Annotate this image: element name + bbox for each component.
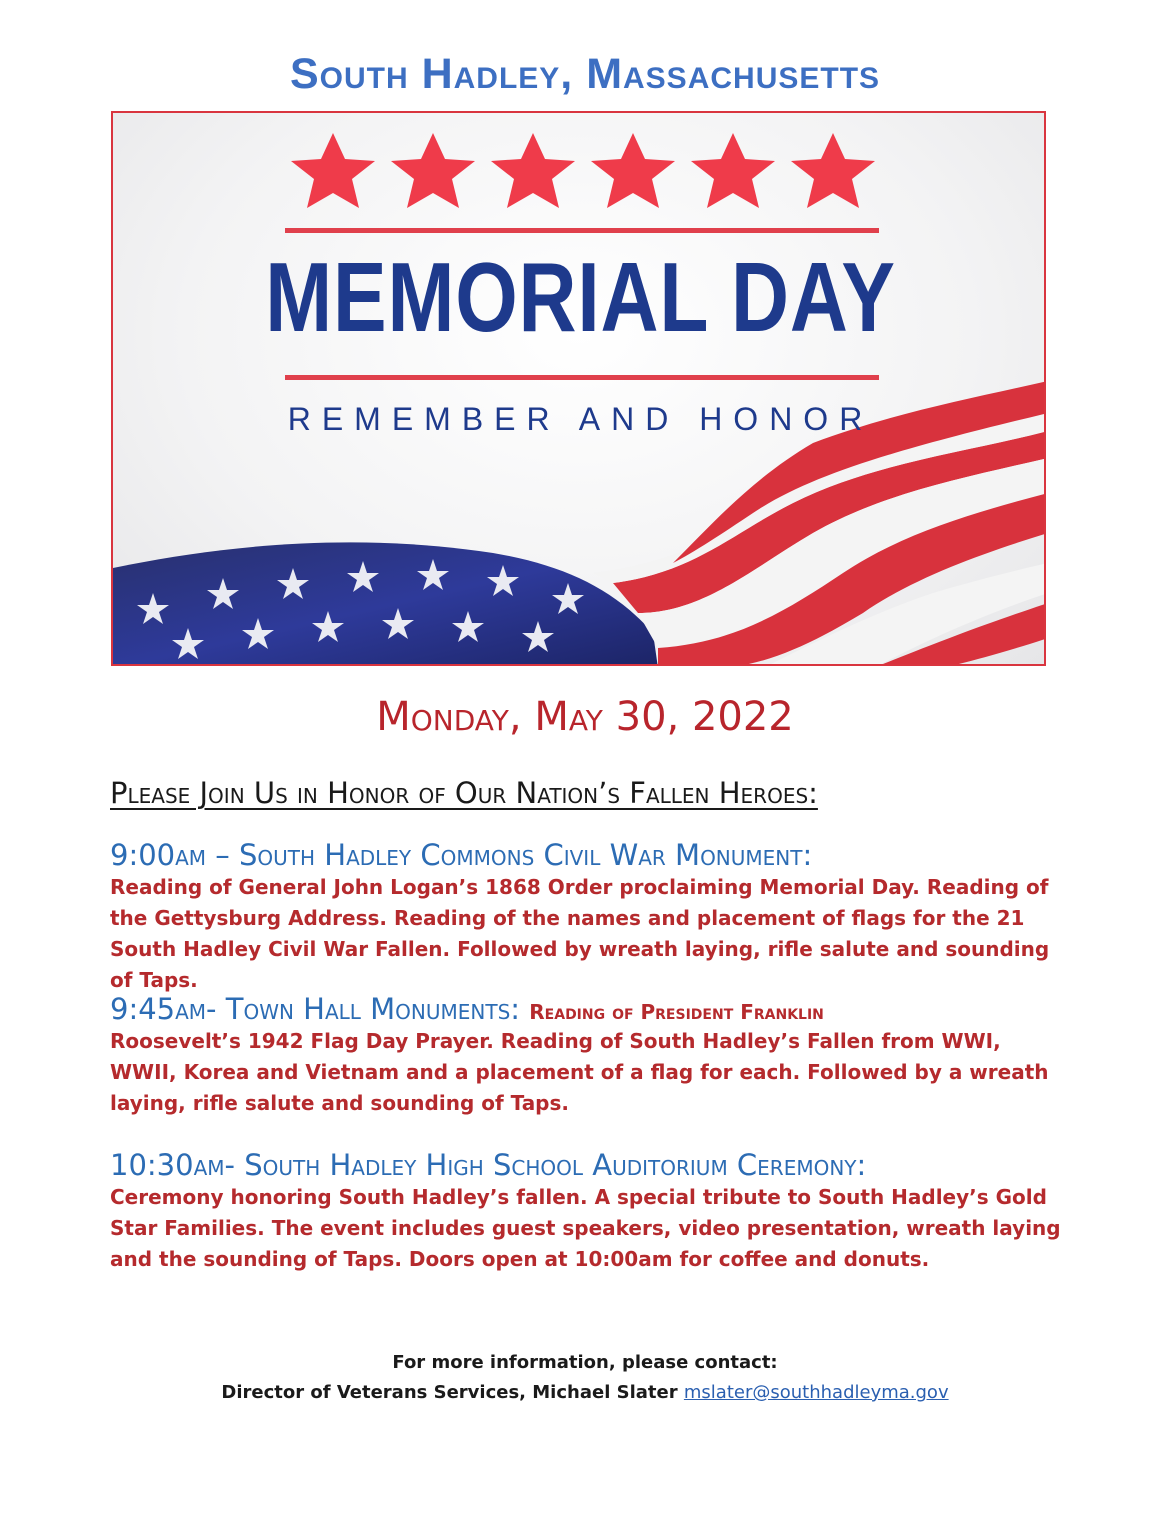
event-item	[110, 992, 1070, 1119]
contact-email-link[interactable]: mslater@southhadleyma.gov	[683, 1382, 949, 1403]
contact-line: For more information, please contact:	[392, 1352, 778, 1373]
event-time-heading: 9:00am – South Hadley Commons Civil War Monument:	[110, 838, 813, 872]
contact-name: Director of Veterans Services, Michael Slater	[221, 1382, 678, 1403]
star-icon	[691, 133, 775, 208]
banner-subtitle: REMEMBER AND HONOR	[287, 401, 874, 437]
star-icon	[791, 133, 875, 208]
event-description: Roosevelt’s 1942 Flag Day Prayer. Reading of South Hadley’s Fallen from WWI, WWII, Korea and Vietnam and a placement of a flag for each. Followed by a wreath laying, rifle salute and sounding of Taps.	[110, 1029, 1049, 1115]
event-item	[110, 1148, 1070, 1275]
event-description-lead: Reading of President Franklin	[529, 1000, 824, 1024]
star-icon	[391, 133, 475, 208]
page-title: South Hadley, Massachusetts	[289, 50, 881, 98]
memorial-day-banner	[111, 111, 1046, 666]
event-description: Ceremony honoring South Hadley’s fallen. A special tribute to South Hadley’s Gold Star Families. The event includes guest speakers, video presentation, wreath laying and the sounding of Taps. Doors open at 10:00am for coffee and donuts.	[110, 1185, 1061, 1271]
star-icon	[591, 133, 675, 208]
divider	[285, 375, 879, 380]
event-description: Reading of General John Logan’s 1868 Order proclaiming Memorial Day. Reading of the Gettysburg Address. Reading of the names and placement of flags for the 21 South Hadley Civil War Fallen. Followed by wreath laying, rifle salute and sounding of Taps.	[110, 875, 1050, 992]
star-icon	[491, 133, 575, 208]
contact-info	[0, 1348, 1170, 1408]
intro-heading: Please Join Us in Honor of Our Nation’s Fallen Heroes:	[110, 776, 818, 810]
event-time-heading: 9:45am- Town Hall Monuments:	[110, 992, 521, 1026]
banner-title: MEMORIAL DAY	[265, 242, 896, 352]
star-icon	[291, 133, 375, 208]
stars-row	[283, 133, 883, 213]
event-date: Monday, May 30, 2022	[376, 694, 794, 740]
event-time-heading: 10:30am- South Hadley High School Auditorium Ceremony:	[110, 1148, 867, 1182]
divider	[285, 228, 879, 233]
event-item	[110, 838, 1070, 996]
